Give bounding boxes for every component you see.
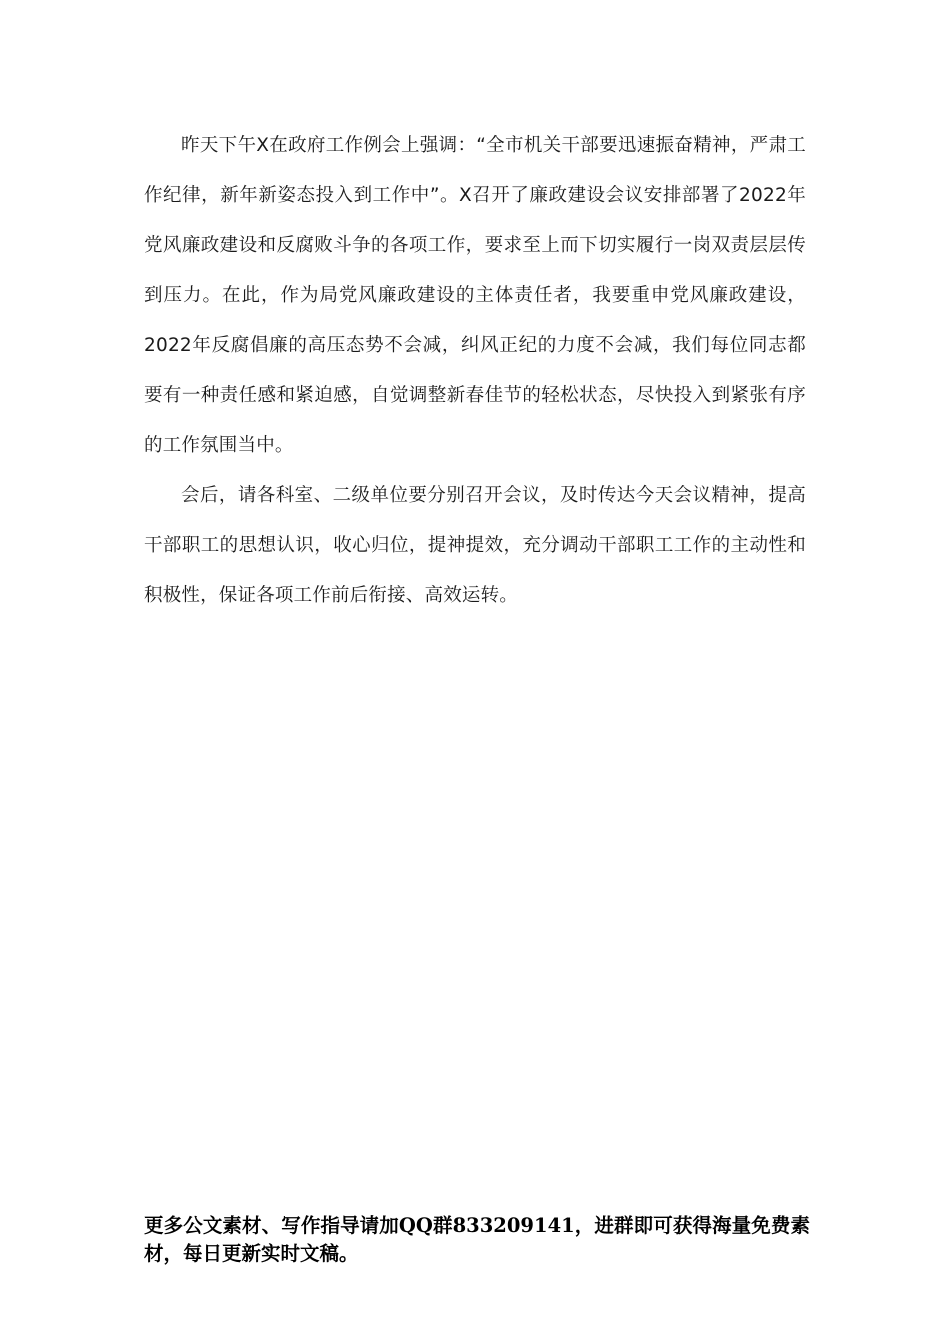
footer-promo-note: 更多公文素材、写作指导请加QQ群833209141，进群即可获得海量免费素材，每日更新实时文稿。 xyxy=(144,1214,810,1265)
document-body xyxy=(144,121,806,621)
paragraph-after-meeting: 会后，请各科室、二级单位要分别召开会议，及时传达今天会议精神，提高干部职工的思想认识，收心归位，提神提效，充分调动干部职工工作的主动性和积极性，保证各项工作前后衔接、高效运转。 xyxy=(144,485,806,606)
paragraph-meeting-emphasis: 昨天下午X在政府工作例会上强调：“全市机关干部要迅速振奋精神，严肃工作纪律，新年新姿态投入到工作中”。X召开了廉政建设会议安排部署了2022年党风廉政建设和反腐败斗争的各项工作，要求至上而下切实履行一岗双责层层传到压力。在此，作为局党风廉政建设的主体责任者，我要重申党风廉政建设，2022年反腐倡廉的高压态势不会减，纠风正纪的力度不会减，我们每位同志都要有一种责任感和紧迫感，自觉调整新春佳节的轻松状态，尽快投入到紧张有序的工作氛围当中。 xyxy=(144,135,806,456)
